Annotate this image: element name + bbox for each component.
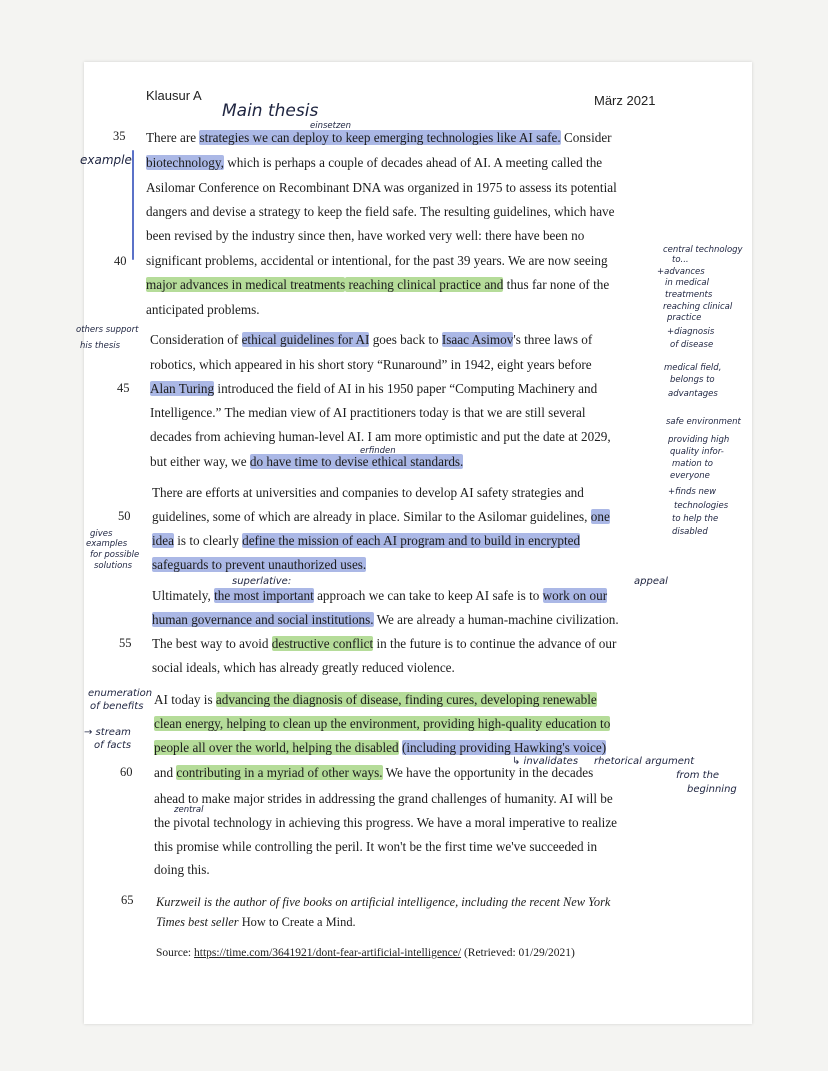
handwritten-note: Main thesis — [222, 101, 319, 121]
highlight-green: advancing the diagnosis of disease, finding cures, developing renewable — [215, 692, 597, 707]
text: 's three laws of — [513, 332, 593, 347]
handwritten-note: in medical — [665, 278, 709, 288]
handwritten-note: providing high — [668, 435, 730, 445]
line-number: 65 — [121, 893, 134, 907]
text-line: There are efforts at universities and companies to develop AI safety strategies and — [152, 485, 584, 500]
text-line — [152, 509, 668, 525]
text: is to clearly — [173, 533, 243, 548]
handwritten-note: solutions — [94, 561, 133, 571]
handwritten-note: advantages — [668, 389, 718, 399]
handwritten-note: zentral — [174, 805, 204, 815]
text-line: Intelligence.” The median view of AI practitioners today is that we are still several — [150, 405, 586, 420]
text: The best way to avoid — [152, 636, 272, 651]
text-line — [150, 332, 666, 348]
text: We are already a human-machine civilization. — [373, 612, 619, 627]
handwritten-note: examples — [86, 539, 128, 549]
highlight-green: major advances in medical treatments — [146, 277, 346, 292]
margin-bracket — [132, 150, 134, 260]
line-number: 60 — [120, 765, 133, 779]
highlight-blue: the most important — [214, 588, 314, 603]
text: Ultimately, — [152, 588, 215, 603]
handwritten-note: others support — [76, 325, 139, 335]
text-line: Asilomar Conference on Recombinant DNA was organized in 1975 to assess its potential — [146, 180, 617, 195]
handwritten-note: safe environment — [666, 417, 741, 427]
handwritten-note: example — [80, 153, 132, 167]
handwritten-note: medical field, — [664, 363, 722, 373]
highlight-green: clean energy, helping to clean up the environment, providing high-quality education to — [154, 716, 611, 731]
handwritten-note: everyone — [670, 471, 710, 481]
highlight-blue: strategies we can deploy to keep emerging technologies like AI safe. — [199, 130, 561, 145]
highlight-green: contributing in a myriad of other ways. — [176, 765, 383, 780]
highlight-blue: do have time to devise ethical standards. — [249, 454, 464, 469]
text: in the future is to continue the advance of our — [373, 636, 617, 651]
text-line — [154, 765, 670, 781]
text: but either way, we — [150, 454, 250, 469]
highlight-blue: human governance and social institutions. — [152, 612, 374, 627]
handwritten-note: quality infor- — [670, 447, 724, 457]
line-number: 55 — [119, 636, 132, 650]
text-line: been revised by the industry since then, have worked very well: there have been no — [146, 228, 585, 243]
text-line — [154, 692, 670, 708]
highlight-blue: (including providing Hawking's voice) — [401, 740, 607, 755]
highlight-blue: work on our — [542, 588, 608, 603]
text-line: this promise while controlling the peril. It won't be the first time we've succeeded in — [154, 839, 598, 854]
text-line — [150, 454, 666, 470]
text: Times best seller — [156, 915, 239, 929]
text: goes back to — [369, 332, 442, 347]
text: approach we can take to keep AI safe is to — [313, 588, 543, 603]
text: How to Create a Mind. — [238, 915, 356, 929]
highlight-blue: one — [590, 509, 610, 524]
handwritten-note: → stream — [84, 727, 131, 738]
source-link[interactable]: https://time.com/3641921/dont-fear-artificial-intelligence/ — [194, 947, 462, 959]
text-line: ahead to make major strides in addressing the grand challenges of humanity. AI will be — [154, 791, 613, 806]
retrieved-date: (Retrieved: 01/29/2021) — [461, 947, 575, 959]
highlight-green: people all over the world, helping the disabled — [154, 740, 399, 755]
line-number: 35 — [113, 129, 126, 143]
text-line — [152, 588, 668, 604]
header-left: Klausur A — [146, 88, 202, 103]
text-line — [152, 557, 668, 573]
handwritten-note: of facts — [94, 740, 132, 751]
text-line — [154, 740, 670, 756]
highlight-blue: Isaac Asimov — [441, 332, 514, 347]
text: and — [154, 765, 177, 780]
handwritten-note: practice — [667, 313, 702, 323]
header-right: März 2021 — [594, 93, 656, 108]
text: introduced the field of AI in his 1950 paper “Computing Machinery and — [214, 381, 598, 396]
text-line — [150, 381, 666, 397]
handwritten-note: +finds new — [668, 487, 717, 497]
handwritten-note: +advances — [657, 267, 705, 277]
handwritten-note: central technology — [663, 245, 743, 255]
author-note — [156, 914, 672, 930]
text-line: doing this. — [154, 862, 210, 877]
handwritten-note: beginning — [687, 784, 737, 795]
text-line: robotics, which appeared in his short story “Runaround” in 1942, eight years before — [150, 357, 592, 372]
text: which is perhaps a couple of decades ahead of AI. A meeting called the — [223, 155, 603, 170]
line-number: 40 — [114, 254, 127, 268]
text-line: decades from achieving human-level AI. I am more optimistic and put the date at 2029, — [150, 429, 611, 444]
handwritten-note: disabled — [672, 527, 708, 537]
text: Consideration of — [150, 332, 242, 347]
handwritten-note: einsetzen — [310, 121, 352, 131]
text-line — [146, 155, 662, 171]
text-line: anticipated problems. — [146, 302, 260, 317]
highlight-blue: idea — [152, 533, 174, 548]
line-number: 45 — [117, 381, 130, 395]
highlight-green: reaching clinical practice and — [345, 277, 504, 292]
source-label: Source: — [156, 947, 195, 959]
text-line: the pivotal technology in achieving this progress. We have a moral imperative to realize — [154, 815, 618, 830]
text: AI today is — [154, 692, 216, 707]
highlight-blue: ethical guidelines for AI — [241, 332, 370, 347]
highlight-blue: Alan Turing — [150, 381, 215, 396]
text-line: social ideals, which has already greatly reduced violence. — [152, 660, 455, 675]
handwritten-note: of benefits — [90, 701, 144, 712]
text: There are — [146, 130, 200, 145]
handwritten-note: his thesis — [80, 341, 121, 351]
text-line: significant problems, accidental or intentional, for the past 39 years. We are now seeing — [146, 253, 608, 268]
handwritten-note: to... — [672, 255, 689, 265]
text-line — [152, 533, 668, 549]
author-note: Kurzweil is the author of five books on artificial intelligence, including the recent New York — [156, 895, 611, 909]
highlight-blue: safeguards to prevent unauthorized uses. — [152, 557, 367, 572]
handwritten-note: enumeration — [88, 688, 153, 699]
text-line — [154, 716, 670, 732]
handwritten-note: superlative: — [232, 576, 292, 587]
handwritten-note: belongs to — [670, 375, 715, 385]
handwritten-note: for possible — [90, 550, 140, 560]
highlight-blue: define the mission of each AI program and to build in encrypted — [242, 533, 581, 548]
handwritten-note: treatments — [665, 290, 713, 300]
text-line — [146, 130, 662, 146]
text: guidelines, some of which are already in place. Similar to the Asilomar guidelines, — [152, 509, 591, 524]
highlight-green: destructive conflict — [271, 636, 374, 651]
text: thus far none of the — [503, 277, 610, 292]
handwritten-note: to help the — [672, 514, 719, 524]
highlight-blue: biotechnology, — [146, 155, 224, 170]
text: We have the opportunity in the decades — [382, 765, 594, 780]
handwritten-note: from the — [676, 770, 720, 781]
handwritten-note: technologies — [674, 501, 729, 511]
handwritten-note: +diagnosis — [667, 327, 715, 337]
handwritten-note: reaching clinical — [663, 302, 733, 312]
text: Consider — [560, 130, 612, 145]
handwritten-note: appeal — [634, 576, 668, 587]
text-line — [146, 277, 662, 293]
handwritten-note: gives — [90, 529, 113, 539]
line-number: 50 — [118, 509, 131, 523]
text-line — [152, 636, 668, 652]
handwritten-note: ↳ invalidates — [512, 756, 579, 767]
source-line — [156, 945, 672, 961]
text-line — [152, 612, 668, 628]
handwritten-note: erfinden — [360, 446, 396, 456]
handwritten-note: of disease — [670, 340, 714, 350]
handwritten-note: mation to — [672, 459, 714, 469]
text-line: dangers and devise a strategy to keep the field safe. The resulting guidelines, which have — [146, 204, 615, 219]
handwritten-note: rhetorical argument — [594, 756, 695, 767]
